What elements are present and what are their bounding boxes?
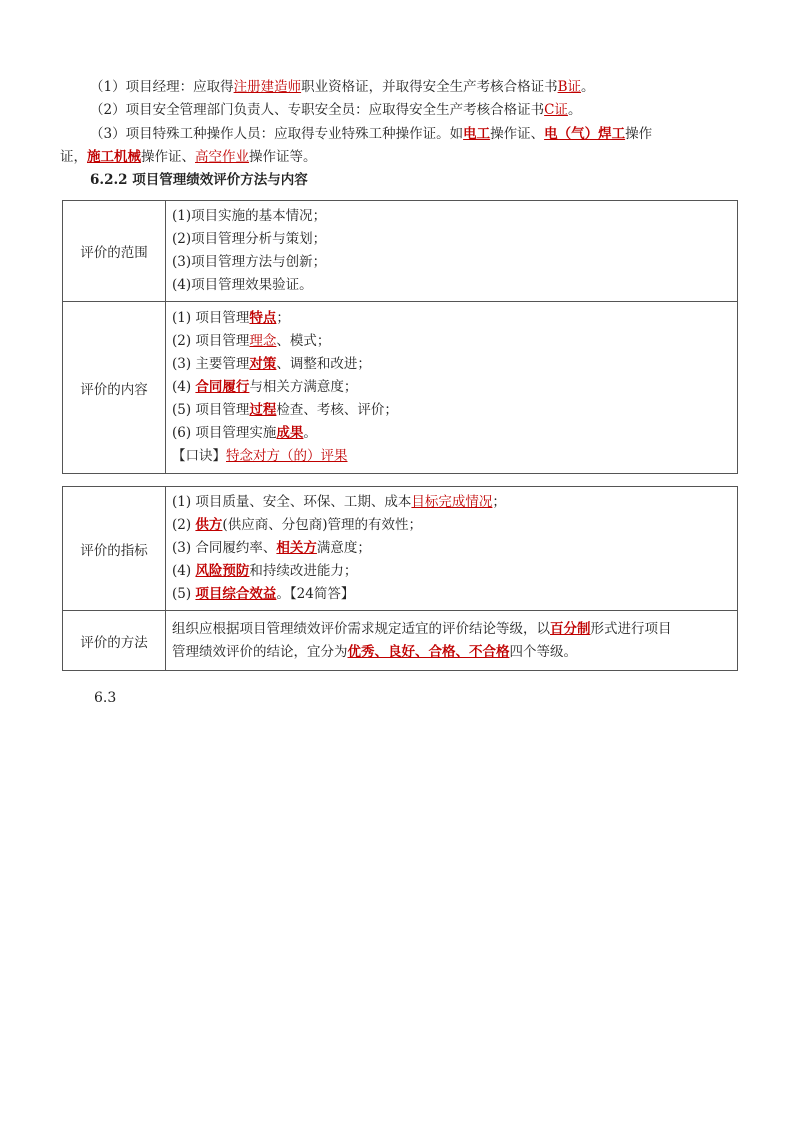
row-label: 评价的指标 bbox=[63, 487, 166, 611]
row-content bbox=[166, 611, 738, 671]
list-item: (3) 主要管理对策、调整和改进； bbox=[172, 356, 371, 372]
highlight-term: B证 bbox=[557, 79, 582, 95]
highlight-term: 目标完成情况 bbox=[411, 494, 493, 510]
text: 操作证、 bbox=[490, 126, 545, 142]
highlight-term: 电（气）焊工 bbox=[544, 126, 626, 142]
row-label: 评价的范围 bbox=[63, 201, 166, 302]
method-line-1: 组织应根据项目管理绩效评价需求规定适宜的评价结论等级，以百分制形式进行项目 bbox=[172, 620, 672, 637]
mnemonic: 【口诀】特念对方（的）评果 bbox=[172, 448, 348, 464]
highlight-term: 理念 bbox=[249, 333, 277, 349]
table-row-content bbox=[63, 302, 738, 474]
highlight-term: 特念对方（的）评果 bbox=[226, 448, 348, 464]
method-line-2: 管理绩效评价的结论，宜分为优秀、良好、合格、不合格四个等级。 bbox=[172, 643, 577, 660]
highlight-term: 高空作业 bbox=[195, 149, 249, 165]
intro-line-2 bbox=[60, 99, 740, 121]
text: 。 bbox=[567, 102, 582, 118]
text: （3）项目特殊工种操作人员：应取得专业特殊工种操作证。如 bbox=[90, 126, 464, 142]
table-row-indicator bbox=[63, 487, 738, 611]
highlight-term: 百分制 bbox=[550, 620, 591, 637]
highlight-term: 电工 bbox=[463, 126, 491, 142]
row-content bbox=[166, 201, 738, 302]
highlight-term: 成果 bbox=[276, 425, 304, 441]
highlight-term: 施工机械 bbox=[87, 149, 141, 165]
text: 证， bbox=[60, 149, 87, 165]
highlight-term: 相关方 bbox=[276, 540, 317, 556]
list-item: (5) 项目管理过程检查、考核、评价； bbox=[172, 402, 398, 418]
section-heading: 6.2.2 项目管理绩效评价方法与内容 bbox=[90, 172, 308, 188]
list-item: (1) 项目质量、安全、环保、工期、成本目标完成情况； bbox=[172, 494, 506, 510]
text: 操作 bbox=[625, 126, 653, 142]
text: 操作证、 bbox=[141, 149, 195, 165]
highlight-term: 特点 bbox=[249, 310, 277, 326]
table-row-scope bbox=[63, 201, 738, 302]
row-content bbox=[166, 487, 738, 611]
list-item: (2) 项目管理理念、模式； bbox=[172, 333, 331, 349]
list-item: (5) 项目综合效益。【24简答】 bbox=[172, 586, 355, 602]
list-item: (2)项目管理分析与策划； bbox=[172, 231, 327, 247]
row-label: 评价的方法 bbox=[63, 611, 166, 671]
highlight-term: 注册建造师 bbox=[233, 79, 302, 95]
highlight-term: 风险预防 bbox=[195, 563, 250, 579]
list-item: (3)项目管理方法与创新； bbox=[172, 254, 327, 270]
text: （2）项目安全管理部门负责人、专职安全员：应取得安全生产考核合格证书 bbox=[90, 102, 545, 118]
highlight-term: 对策 bbox=[249, 356, 277, 372]
intro-line-4 bbox=[60, 146, 740, 168]
list-item: (1) 项目管理特点； bbox=[172, 310, 290, 326]
list-item: (2) 供方(供应商、分包商)管理的有效性； bbox=[172, 517, 422, 533]
highlight-term: C证 bbox=[544, 102, 568, 118]
evaluation-table-2 bbox=[62, 486, 738, 671]
text: 操作证等。 bbox=[249, 149, 317, 165]
highlight-term: 供方 bbox=[195, 517, 223, 533]
list-item: (4) 风险预防和持续改进能力； bbox=[172, 563, 358, 579]
list-item: (4)项目管理效果验证。 bbox=[172, 277, 313, 293]
next-section-number: 6.3 bbox=[94, 690, 117, 706]
row-label: 评价的内容 bbox=[63, 302, 166, 474]
table-row-method bbox=[63, 611, 738, 671]
list-item: (3) 合同履约率、相关方满意度； bbox=[172, 540, 371, 556]
list-item: (1)项目实施的基本情况； bbox=[172, 208, 327, 224]
highlight-term: 过程 bbox=[249, 402, 277, 418]
intro-line-1 bbox=[60, 76, 740, 98]
list-item: (6) 项目管理实施成果。 bbox=[172, 425, 317, 441]
evaluation-table-1 bbox=[62, 200, 738, 474]
highlight-term: 项目综合效益 bbox=[195, 586, 277, 602]
highlight-term: 优秀、良好、合格、不合格 bbox=[347, 643, 510, 660]
list-item: (4) 合同履行与相关方满意度； bbox=[172, 379, 358, 395]
text: 职业资格证，并取得安全生产考核合格证书 bbox=[301, 79, 558, 95]
text: 。 bbox=[581, 79, 595, 95]
intro-line-3 bbox=[60, 123, 740, 145]
row-content bbox=[166, 302, 738, 474]
text: （1）项目经理：应取得 bbox=[90, 79, 234, 95]
highlight-term: 合同履行 bbox=[195, 379, 250, 395]
